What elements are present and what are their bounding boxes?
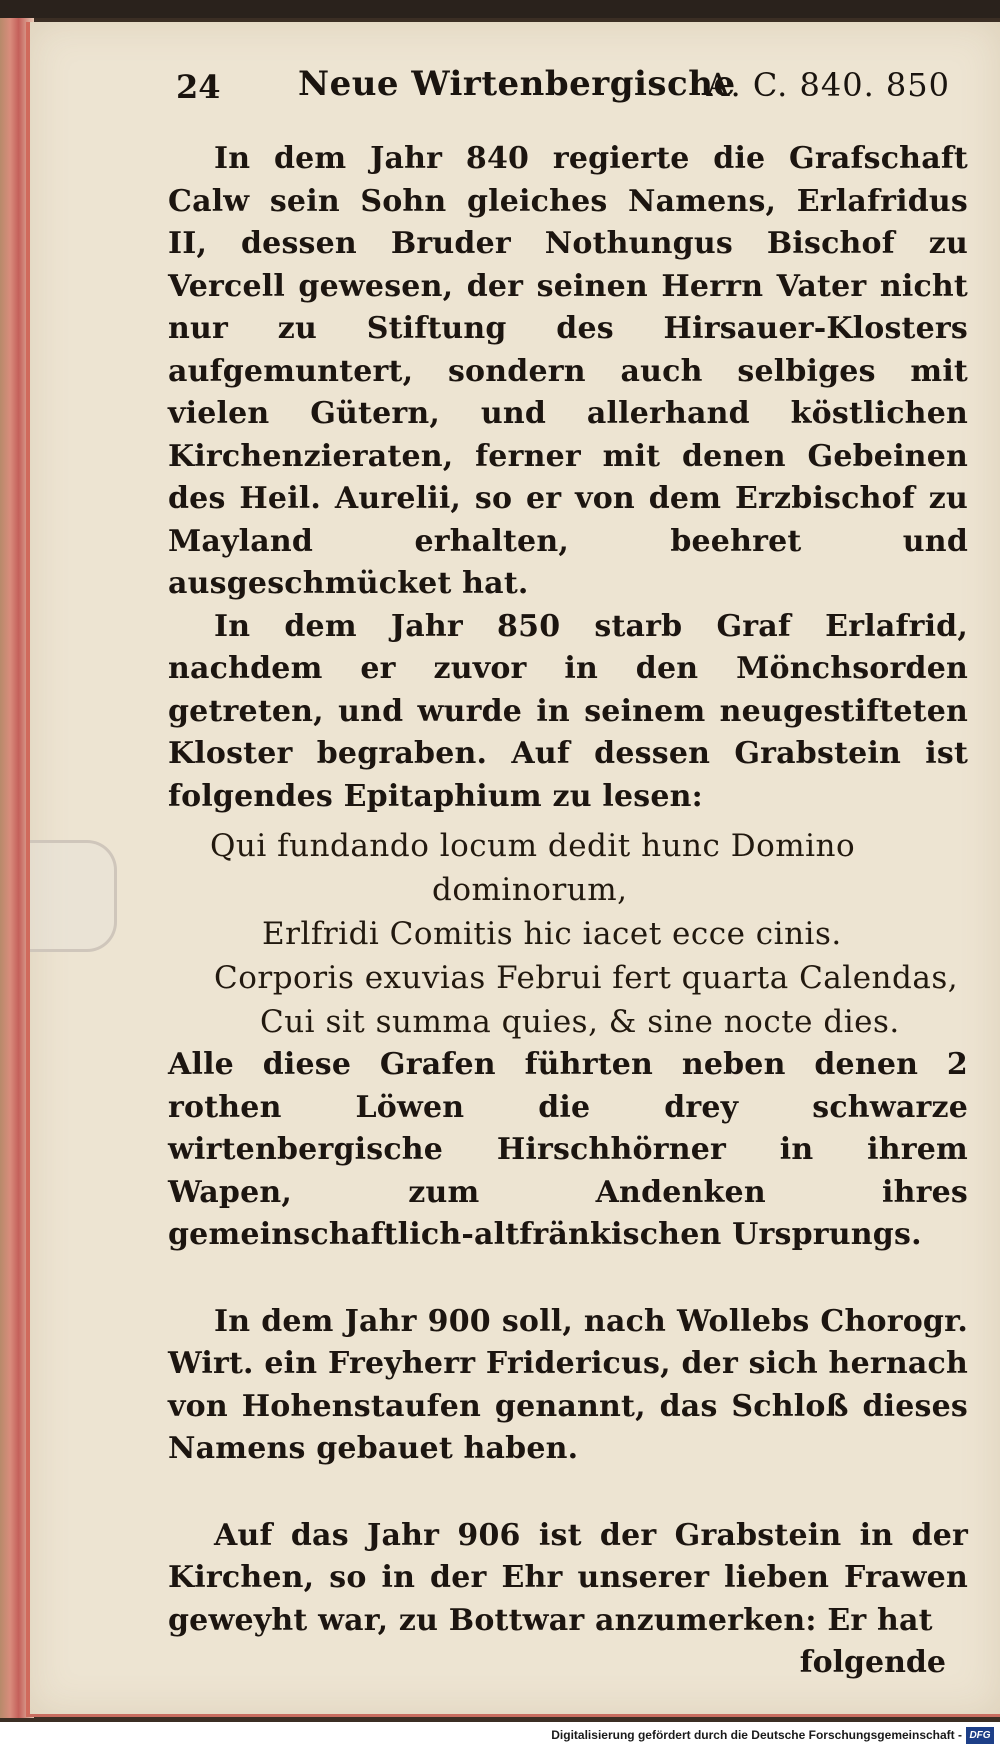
- main-text: [168, 138, 968, 1684]
- running-year: A. C. 840. 850: [706, 66, 950, 104]
- epitaph-line: Erlfridi Comitis hic iacet ecce cinis.: [262, 916, 842, 952]
- epitaph: [168, 824, 968, 1044]
- running-title: Neue Wirtenbergische: [298, 64, 736, 104]
- dfg-logo: DFG: [966, 1727, 994, 1744]
- paragraph-840: In dem Jahr 840 regierte die Grafschaft Calw sein Sohn gleiches Namens, Erlafridus II, dessen Bruder Nothungus Bischof zu Vercell gewesen, der seinen Herrn Vater nicht nur zu Stiftung des Hirsauer-Klosters aufgemuntert, sondern auch selbiges mit vielen Gütern, und allerhand köstlichen Kirchenzieraten, ferner mit denen Gebeinen des Heil. Aurelii, so er von dem Erzbischof zu Mayland erhalten, beehret und ausgeschmücket hat.: [168, 141, 968, 601]
- paragraph-coat-of-arms: Alle diese Grafen führten neben denen 2 rothen Löwen die drey schwarze wirtenbergische Hirschhörner in ihrem Wapen, zum Andenken ihres gemeinschaftlich-altfränkischen Ursprungs.: [168, 1047, 968, 1252]
- epitaph-line: Corporis exuvias Februi fert quarta Calendas,: [214, 960, 959, 996]
- funding-credit: Digitalisierung gefördert durch die Deutsche Forschungsgemeinschaft -: [551, 1728, 962, 1742]
- catchword: folgende: [799, 1645, 946, 1680]
- epitaph-line: Qui fundando locum dedit hunc Domino: [210, 828, 856, 864]
- paragraph-900: In dem Jahr 900 soll, nach Wollebs Chorogr. Wirt. ein Freyherr Fridericus, der sich hernach von Hohenstaufen genannt, das Schloß dieses Namens gebauet haben.: [168, 1303, 968, 1466]
- page-number: 24: [176, 68, 221, 106]
- footer-bar: [0, 1722, 1000, 1751]
- paragraph-850: In dem Jahr 850 starb Graf Erlafrid, nachdem er zuvor in den Mönchsorden getreten, und wurde in seinem neugestifteten Kloster begraben. Auf dessen Grabstein ist folgendes Epitaphium zu lesen:: [168, 608, 968, 814]
- epitaph-line: Cui sit summa quies, & sine nocte dies.: [260, 1004, 900, 1040]
- scan-top-edge: [0, 0, 1000, 18]
- paragraph-906: Auf das Jahr 906 ist der Grabstein in der Kirchen, so in der Ehr unserer lieben Frawen geweyht war, zu Bottwar anzumerken: Er hat: [168, 1517, 968, 1638]
- page-clip-marker: [30, 840, 117, 952]
- epitaph-line: dominorum,: [432, 872, 628, 908]
- page-header: [148, 64, 968, 114]
